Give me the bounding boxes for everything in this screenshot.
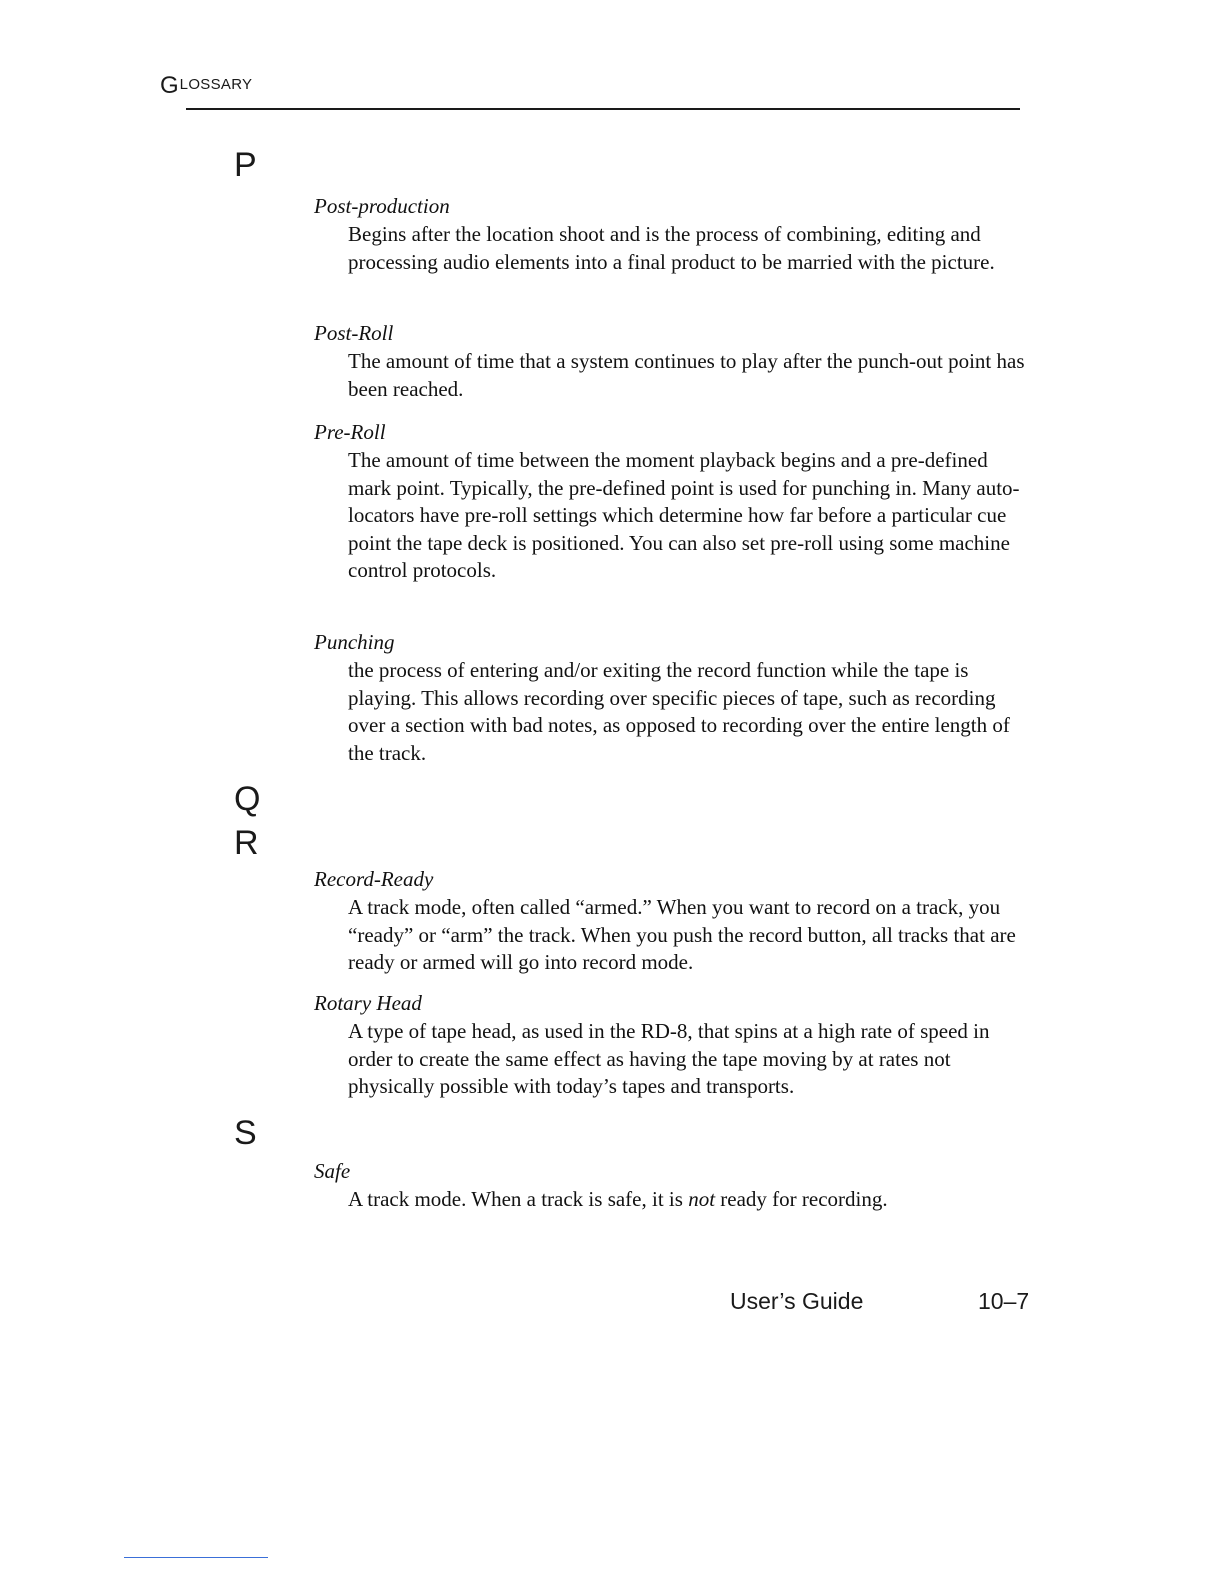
entry-term: Rotary Head [314,991,422,1015]
page-number: 10–7 [978,1288,1030,1314]
glossary-entry-rotary-head [314,989,1034,1101]
bottom-divider [124,1557,268,1558]
section-letter-q: Q [234,780,261,818]
section-letter-s: S [234,1114,257,1152]
section-letter-p: P [234,146,257,184]
entry-definition: A type of tape head, as used in the RD-8, that spins at a high rate of speed in order to create the same effect as having the tape moving by at rates not physically possible with today’s tapes and transports. [348,1019,990,1098]
entry-definition: A track mode, often called “armed.” When you want to record on a track, you “ready” or “arm” the track. When you push the record button, all tracks that are ready or armed will go into record mode. [348,895,1016,974]
glossary-entry-record-ready [314,865,1034,977]
glossary-entry-safe [314,1157,1034,1214]
footer-title: User’s Guide [730,1288,864,1314]
entry-term: Record-Ready [314,867,434,891]
entry-definition: The amount of time between the moment playback begins and a pre-defined mark point. Typically, the pre-defined point is used for punching in. Many auto-locators have pre-roll settings which determine how far before a particular cue point the tape deck is positioned. You can also set pre-roll using some machine control protocols. [348,448,1020,582]
entry-term: Safe [314,1159,351,1183]
definition-emphasis: not [688,1187,716,1211]
entry-definition [348,1186,1028,1214]
glossary-entry-post-production [314,192,1034,276]
definition-text: A track mode. When a track is safe, it is [348,1187,689,1211]
definition-text: ready for recording. [715,1187,888,1211]
glossary-entry-pre-roll [314,418,1034,585]
entry-term: Pre-Roll [314,420,386,444]
header-rule [186,108,1020,110]
entry-term: Punching [314,630,395,654]
entry-definition: The amount of time that a system continues to play after the punch-out point has been reached. [348,349,1025,401]
header-initial: G [160,72,179,99]
glossary-entry-post-roll [314,319,1034,403]
entry-definition: Begins after the location shoot and is the process of combining, editing and processing audio elements into a final product to be married with the picture. [348,222,995,274]
glossary-entry-punching [314,628,1034,767]
entry-term: Post-production [314,194,450,218]
header-title-rest: LOSSARY [179,76,253,93]
glossary-header [160,72,252,100]
entry-definition: the process of entering and/or exiting the record function while the tape is playing. This allows recording over specific pieces of tape, such as recording over a section with bad notes, as opposed to recording over the entire length of the track. [348,658,1010,765]
entry-term: Post-Roll [314,321,394,345]
section-letter-r: R [234,824,259,862]
